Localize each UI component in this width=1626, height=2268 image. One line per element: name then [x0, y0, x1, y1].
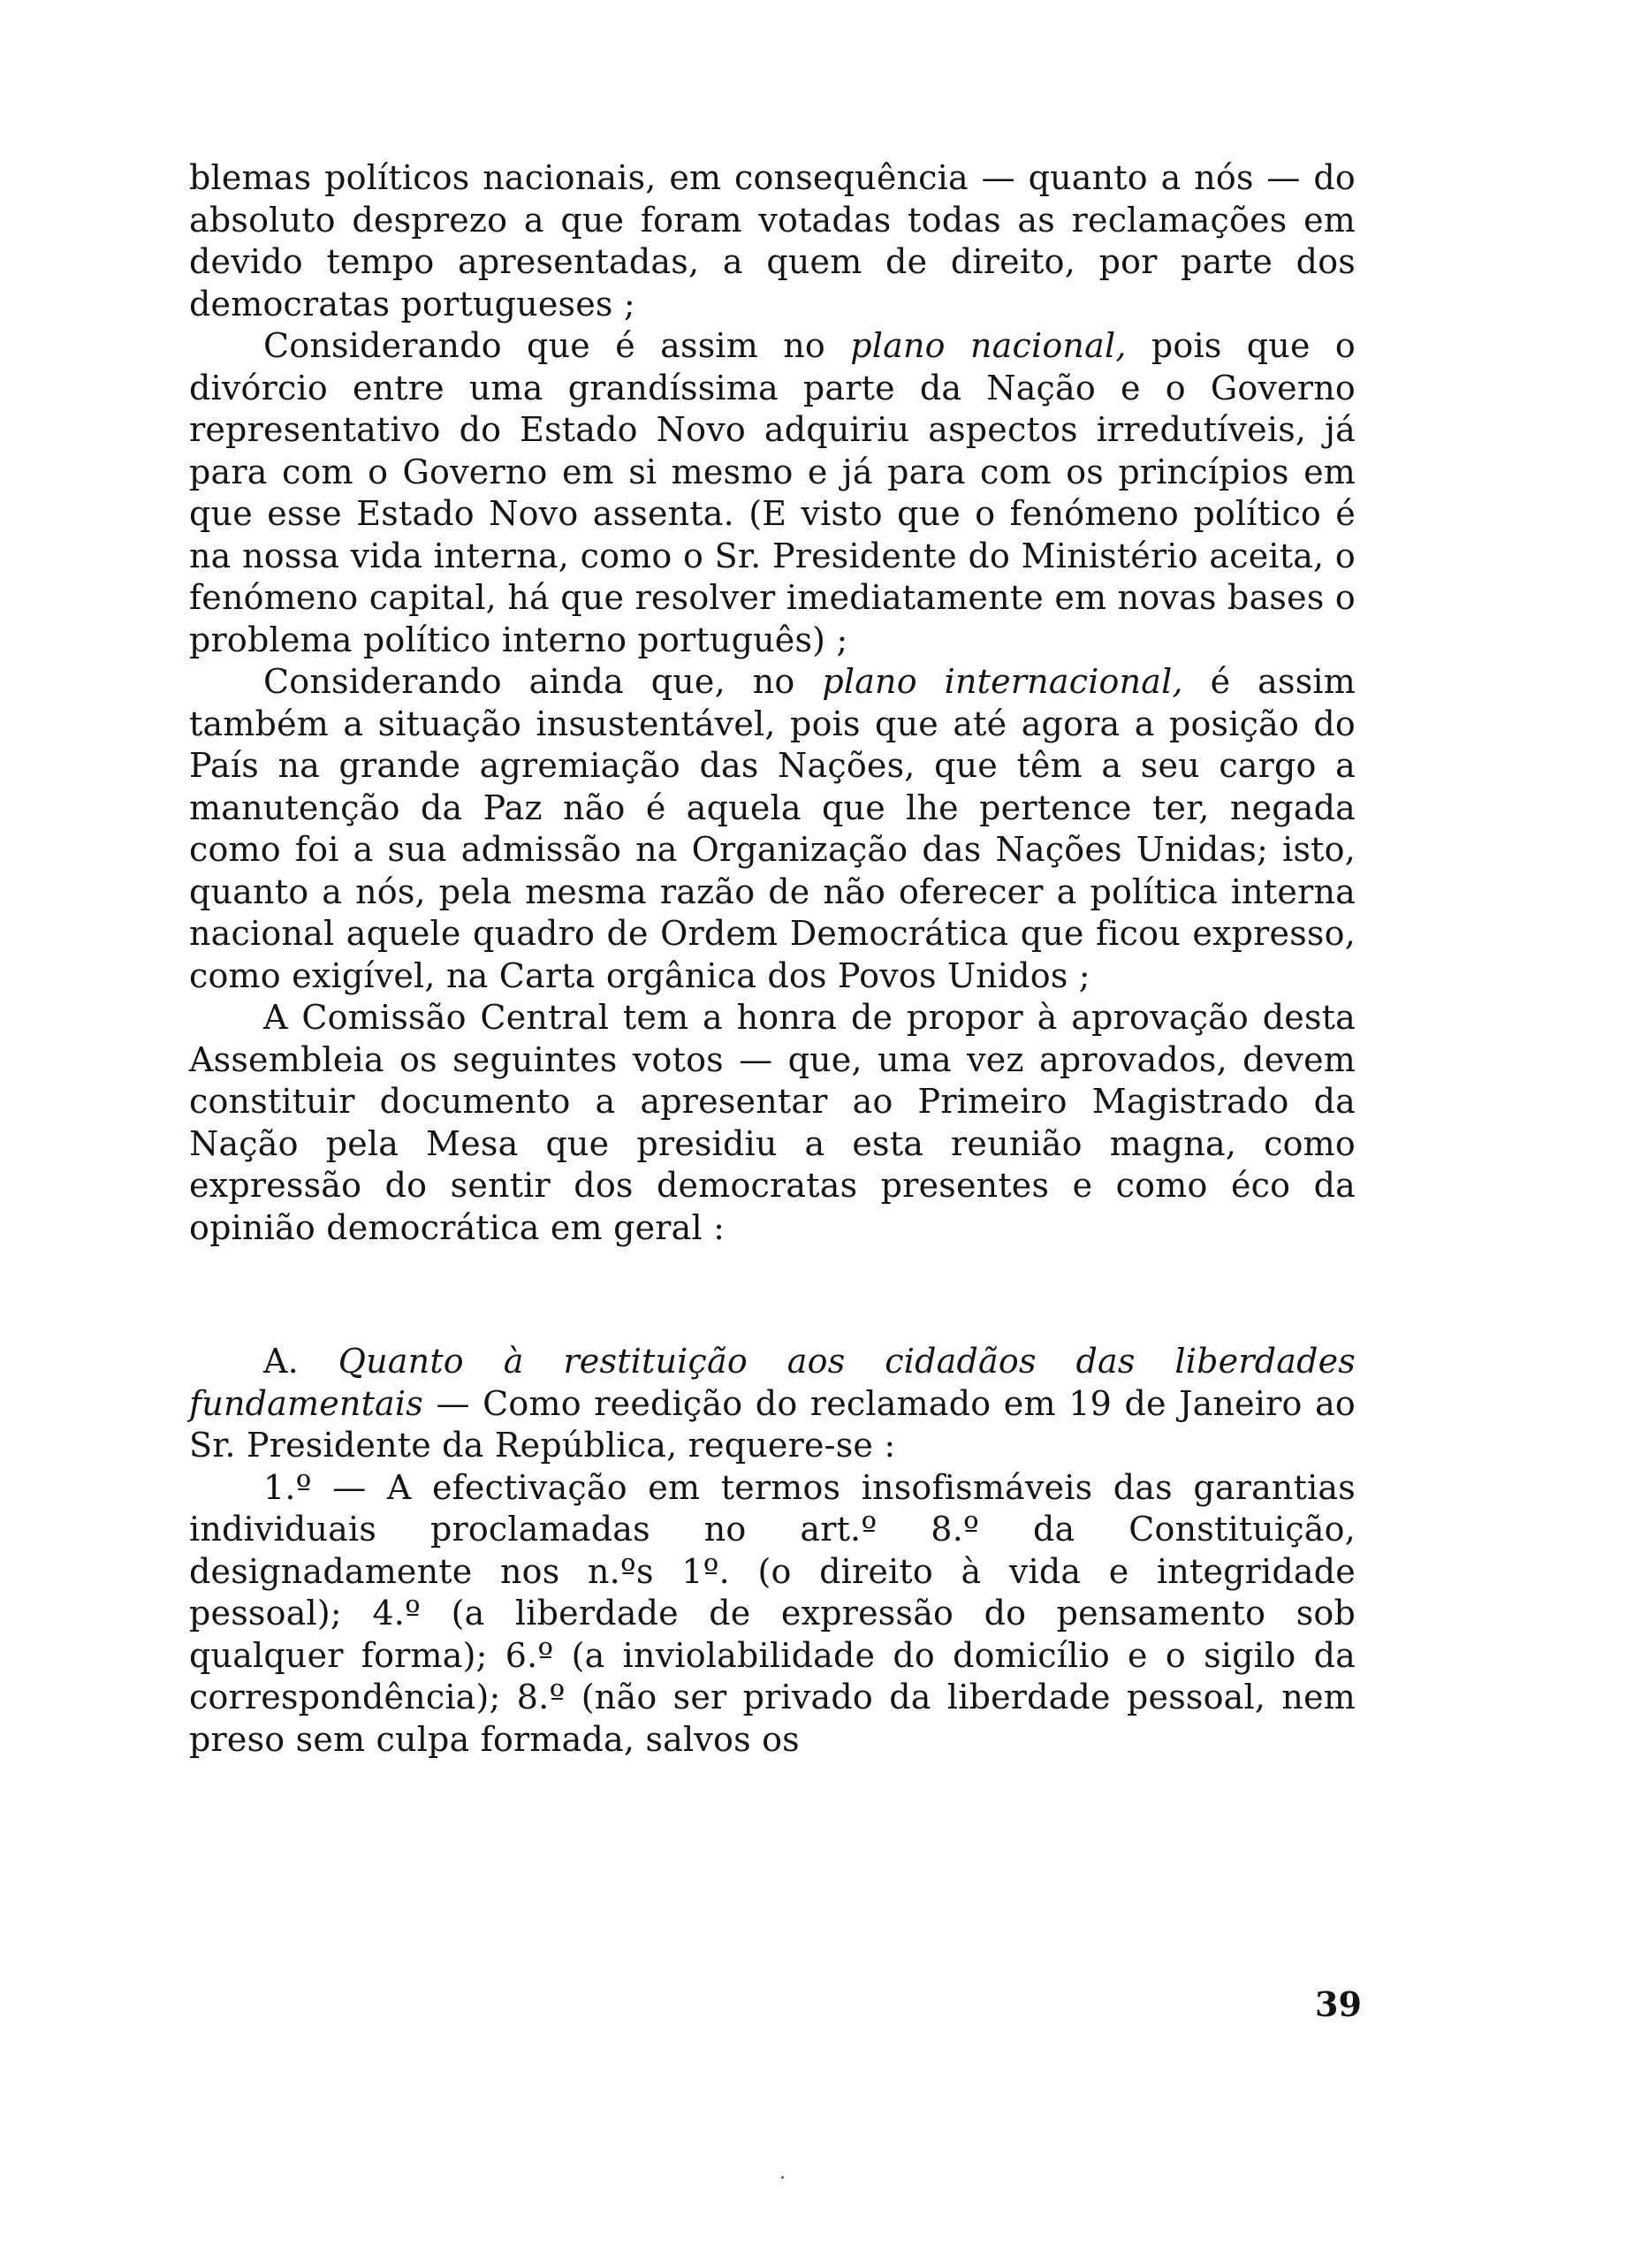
paragraph-1: [189, 157, 1356, 325]
p2-run-2: pois que o divórcio entre uma grandíssima parte da Nação e o Governo representativo do Estado Novo adquiriu aspectos irredutíveis, já para com o Governo em si mesmo e já para com os princípios em que esse Estado Novo assenta. (E visto que o fenómeno político é na nossa vida interna, como o Sr. Presidente do Ministério aceita, o fenómeno capital, há que resolver imediatamente em novas bases o problema político interno português) ;: [189, 326, 1356, 659]
paragraph-5-section-a: [189, 1341, 1356, 1467]
p1-run-0: blemas políticos nacionais, em consequência — quanto a nós — do absoluto desprezo a que foram votadas todas as reclamações em devido tempo apresentadas, a quem de direito, por parte dos democratas portugueses ;: [189, 158, 1356, 323]
section-gap: [189, 1249, 1356, 1341]
p4-run-0: A Comissão Central tem a honra de propor à aprovação desta Assembleia os seguintes votos — que, uma vez aprovados, devem constituir documento a apresentar ao Primeiro Magistrado da Nação pela Mesa que presidiu a esta reunião magna, como expressão do sentir dos democratas presentes e como éco da opinião democrática em geral :: [189, 998, 1356, 1247]
p3-run-1-italic: plano internacional,: [822, 662, 1183, 701]
page-text-column: [189, 157, 1356, 1761]
print-speck: [781, 2176, 784, 2179]
p2-run-0: Considerando que é assim no: [263, 326, 851, 365]
p3-run-0: Considerando ainda que, no: [263, 662, 823, 701]
p2-run-1-italic: plano nacional,: [850, 326, 1127, 365]
p6-run-0: 1.º — A efectivação em termos insofismáveis das garantias individuais proclamadas no art.º 8.º da Constituição, designadamente nos n.ºs 1º. (o direito à vida e integridade pessoal); 4.º (a liberdade de expressão do pensamento sob qualquer forma); 6.º (a inviolabilidade do domicílio e o sigilo da correspondência); 8.º (não ser privado da liberdade pessoal, nem preso sem culpa formada, salvos os: [189, 1467, 1356, 1759]
p3-run-2: é assim também a situação insustentável, pois que até agora a posição do País na grande agremiação das Nações, que têm a seu cargo a manutenção da Paz não é aquela que lhe pertence ter, negada como foi a sua admissão na Organização das Nações Unidas; isto, quanto a nós, pela mesma razão de não oferecer a política interna nacional aquele quadro de Ordem Democrática que ficou expresso, como exigível, na Carta orgânica dos Povos Unidos ;: [189, 662, 1356, 995]
paragraph-4: [189, 997, 1356, 1249]
p5-run-1-italic: Quanto à restituição aos cidadãos das liberdades fundamentais: [189, 1342, 1356, 1423]
p5-run-2: — Como reedição do reclamado em 19 de Janeiro ao Sr. Presidente da República, requere-se :: [189, 1383, 1356, 1465]
paragraph-2: [189, 325, 1356, 661]
page-number: 39: [1315, 1984, 1362, 2024]
p5-run-0: A.: [263, 1342, 338, 1381]
paragraph-6-item-1: [189, 1467, 1356, 1762]
paragraph-3: [189, 661, 1356, 997]
